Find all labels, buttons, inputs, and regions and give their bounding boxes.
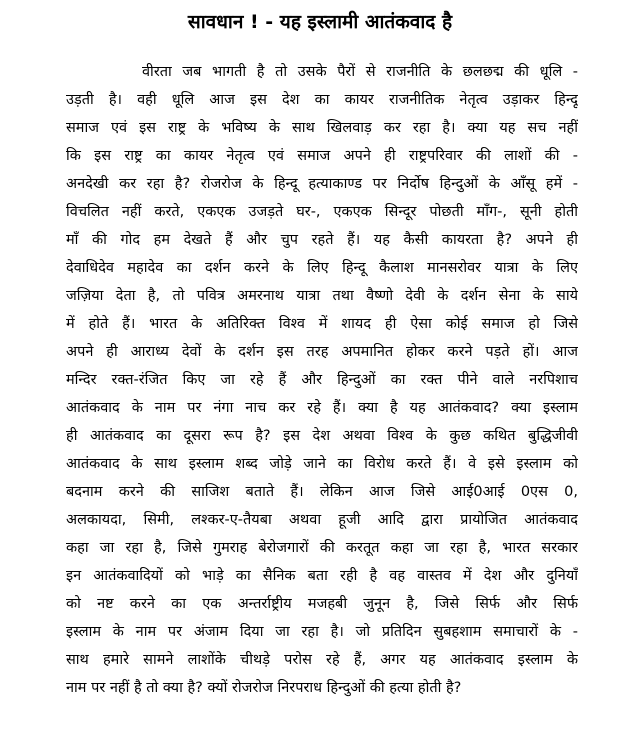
body-line: अलकायदा, सिमी, लश्कर-ए-तैयबा अथवा हूजी आदि द्वारा प्रायोजित आतंकवाद — [66, 512, 578, 528]
body-line: विचलित नहीं करते, एकएक उजड़ते घर-, एकएक सिन्दूर पोछती माँग-, सूनी होती — [66, 204, 578, 220]
body-line: देवाधिदेव महादेव का दर्शन करने के लिए हिन्दू कैलाश मानसरोवर यात्रा के लिए — [66, 260, 578, 276]
document-body — [66, 58, 578, 702]
body-line: कि इस राष्ट्र का कायर नेतृत्व एवं समाज अपने ही राष्ट्रपरिवार की लाशों की - — [66, 148, 578, 164]
body-line: को नष्ट करने का एक अन्तर्राष्ट्रीय मजहबी जुनून है, जिसे सिर्फ और सिर्फ — [66, 596, 578, 612]
body-line: बदनाम करने की साजिश बताते हैं। लेकिन आज जिसे आई0आई 0एस 0, — [66, 484, 578, 500]
body-line: उड़ती है। वही धूलि आज इस देश का कायर राजनीतिक नेतृत्व उड़ाकर हिन्दू — [66, 92, 578, 108]
body-line: वीरता जब भागती है तो उसके पैरों से राजनीति के छलछद्म की धूलि - — [142, 64, 578, 80]
body-line: इन आतंकवादियों को भाड़े का सैनिक बता रही है वह वास्तव में देश और दुनियाँ — [66, 568, 578, 584]
body-line: नाम पर नहीं है तो क्या है? क्यों रोजरोज निरपराध हिन्दुओं की हत्या होती है? — [66, 680, 462, 696]
body-line: माँ की गोद हम देखते हैं और चुप रहते हैं। यह कैसी कायरता है? अपने ही — [66, 232, 578, 248]
body-line: साथ हमारे सामने लाशोंके चीथड़े परोस रहे हैं, अगर यह आतंकवाद इस्लाम के — [66, 652, 578, 668]
body-line: कहा जा रहा है, जिसे गुमराह बेरोजगारों की करतूत कहा जा रहा है, भारत सरकार — [66, 540, 578, 556]
document-title: सावधान ! - यह इस्लामी आतंकवाद है — [187, 11, 453, 33]
body-line: जज़िया देता है, तो पवित्र अमरनाथ यात्रा तथा वैष्णो देवी के दर्शन सेना के साये — [66, 288, 578, 304]
body-line: आतंकवाद के साथ इस्लाम शब्द जोड़े जाने का विरोध करते हैं। वे इसे इस्लाम को — [66, 456, 578, 472]
body-line: अपने ही आराध्य देवों के दर्शन इस तरह अपमानित होकर करने पड़ते हों। आज — [66, 344, 578, 360]
body-line: आतंकवाद के नाम पर नंगा नाच कर रहे हैं। क्या है यह आतंकवाद? क्या इस्लाम — [66, 400, 578, 416]
body-line: में होते हैं। भारत के अतिरिक्त विश्व में शायद ही ऐसा कोई समाज हो जिसे — [66, 316, 578, 332]
body-line: ही आतंकवाद का दूसरा रूप है? इस देश अथवा विश्व के कुछ कथित बुद्धिजीवी — [66, 428, 578, 444]
body-line: अनदेखी कर रहा है? रोजरोज के हिन्दू हत्याकाण्ड पर निर्दोष हिन्दुओं के आँसू हमें - — [66, 176, 578, 192]
body-line: मन्दिर रक्त-रंजित किए जा रहे हैं और हिन्दुओं का रक्त पीने वाले नरपिशाच — [66, 372, 578, 388]
body-line: समाज एवं इस राष्ट्र के भविष्य के साथ खिलवाड़ कर रहा है। क्या यह सच नहीं — [66, 120, 578, 136]
body-line: इस्लाम के नाम पर अंजाम दिया जा रहा है। जो प्रतिदिन सुबहशाम समाचारों के - — [66, 624, 578, 640]
